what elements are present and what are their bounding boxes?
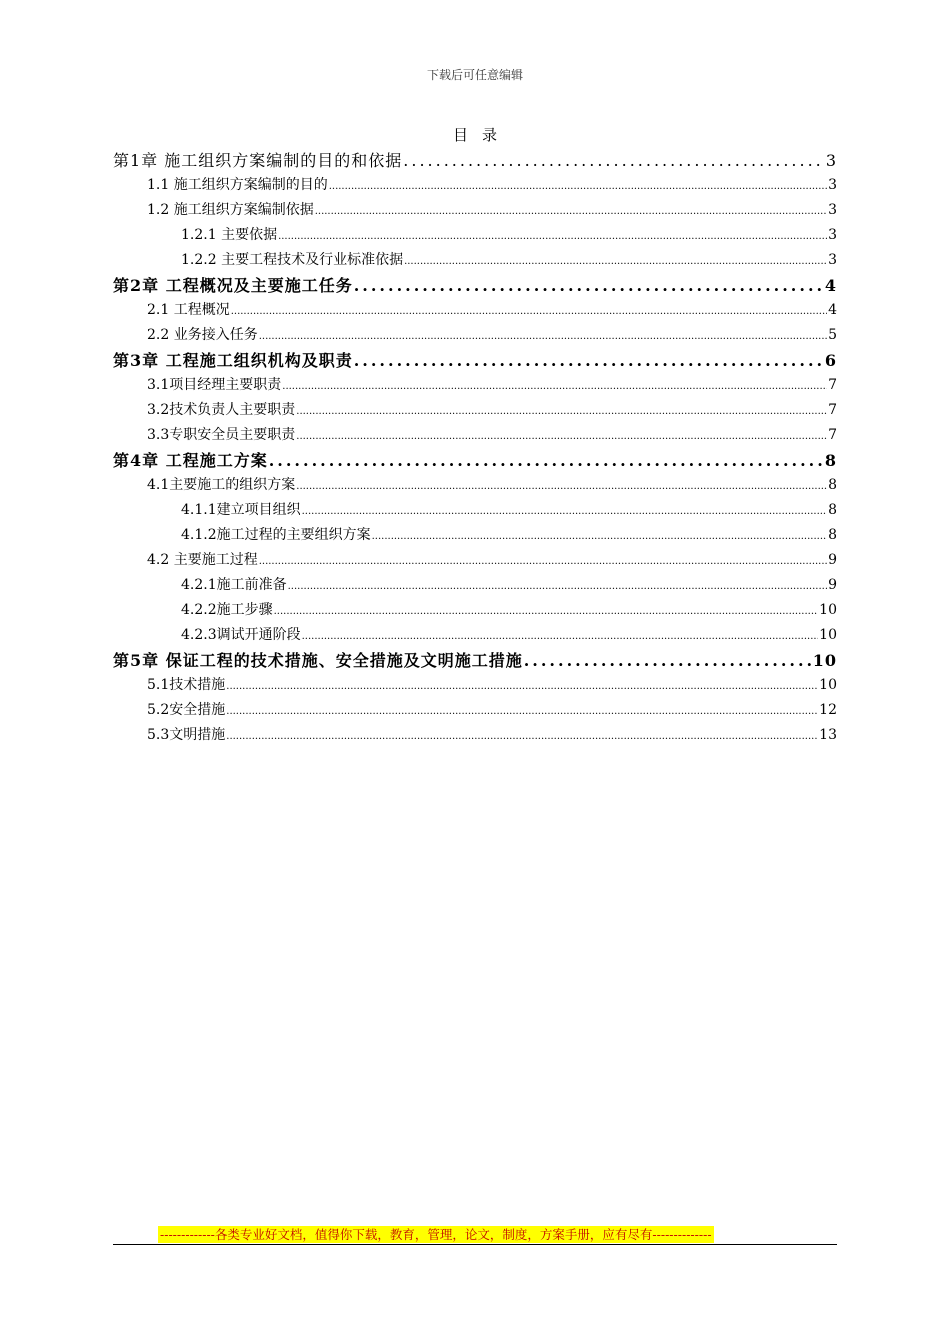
toc-entry-label: 2.1 工程概况 (147, 302, 230, 318)
toc-leader-dots (296, 398, 827, 423)
toc-entry[interactable] (113, 423, 837, 448)
toc-entry-label: 4.2.2施工步骤 (181, 602, 273, 618)
toc-leader-dots (372, 523, 827, 548)
toc-entry-page: 12 (819, 702, 837, 718)
toc-entry[interactable] (113, 698, 837, 723)
toc-entry[interactable] (113, 598, 837, 623)
toc-leader-dots (524, 648, 812, 673)
toc-entry-page: 9 (828, 577, 837, 593)
footer-banner: -------------各类专业好文档，值得你下载，教育，管理，论文，制度，方案手册，应有尽有-------------- (160, 1227, 712, 1242)
toc-entry-label: 5.1技术措施 (147, 677, 226, 693)
toc-entry-page: 8 (828, 527, 837, 543)
toc-entry-label: 2.2 业务接入任务 (147, 327, 258, 343)
toc-title: 目录 (452, 126, 511, 144)
toc-entry[interactable] (113, 373, 837, 398)
toc-entry-page: 9 (828, 552, 837, 568)
toc-entry-label: 1.2.2 主要工程技术及行业标准依据 (181, 252, 404, 268)
toc-entry-label: 4.1主要施工的组织方案 (147, 477, 296, 493)
toc-entry[interactable] (113, 323, 837, 348)
toc-leader-dots (315, 198, 827, 223)
toc-leader-dots (231, 298, 827, 323)
toc-entry-page: 8 (824, 451, 837, 470)
header-note: 下载后可任意编辑 (426, 68, 523, 82)
toc-entry-label: 第1章 施工组织方案编制的目的和依据 (113, 151, 403, 170)
toc-entry[interactable] (113, 398, 837, 423)
toc-entry-page: 7 (828, 402, 837, 418)
toc-entry-label: 第4章 工程施工方案 (113, 451, 268, 470)
toc-entry[interactable] (113, 548, 837, 573)
toc-entry-label: 4.1.2施工过程的主要组织方案 (181, 527, 371, 543)
toc-entry-page: 10 (812, 651, 837, 670)
toc-entry[interactable] (113, 348, 837, 373)
toc-leader-dots (282, 373, 827, 398)
footer-rule (113, 1244, 837, 1245)
toc-entry[interactable] (113, 523, 837, 548)
toc-entry-page: 5 (828, 327, 837, 343)
toc-entry-label: 5.2安全措施 (147, 702, 226, 718)
toc-entry[interactable] (113, 623, 837, 648)
toc-entry[interactable] (113, 673, 837, 698)
toc-leader-dots (226, 673, 818, 698)
toc-leader-dots (259, 548, 827, 573)
toc-entry-label: 5.3文明措施 (147, 727, 226, 743)
toc-entry[interactable] (113, 473, 837, 498)
toc-entry-label: 3.3专职安全员主要职责 (147, 427, 296, 443)
toc-entry-label: 4.2.1施工前准备 (181, 577, 287, 593)
toc-entry-label: 3.1项目经理主要职责 (147, 377, 282, 393)
toc-entry[interactable] (113, 298, 837, 323)
toc-entry-page: 3 (828, 177, 837, 193)
toc-entry-label: 4.2 主要施工过程 (147, 552, 258, 568)
toc-entry[interactable] (113, 498, 837, 523)
toc-entry-page: 4 (828, 302, 837, 318)
toc-leader-dots (278, 223, 827, 248)
toc-entry-label: 4.1.1建立项目组织 (181, 502, 301, 518)
toc-entry-page: 7 (828, 377, 837, 393)
toc-entry-page: 10 (819, 677, 837, 693)
toc-leader-dots (302, 498, 827, 523)
toc-leader-dots (296, 423, 827, 448)
toc-entry[interactable] (113, 248, 837, 273)
table-of-contents (113, 148, 837, 748)
toc-entry[interactable] (113, 723, 837, 748)
toc-leader-dots (354, 348, 824, 373)
toc-leader-dots (259, 323, 827, 348)
toc-entry-page: 8 (828, 477, 837, 493)
toc-leader-dots (269, 448, 824, 473)
toc-entry-page: 3 (828, 252, 837, 268)
toc-entry-label: 1.1 施工组织方案编制的目的 (147, 177, 328, 193)
toc-entry[interactable] (113, 273, 837, 298)
toc-leader-dots (226, 723, 818, 748)
toc-leader-dots (329, 173, 827, 198)
toc-entry-label: 1.2.1 主要依据 (181, 227, 278, 243)
toc-entry-page: 6 (824, 351, 837, 370)
toc-entry[interactable] (113, 198, 837, 223)
toc-leader-dots (403, 148, 825, 173)
toc-entry[interactable] (113, 648, 837, 673)
toc-entry-label: 第2章 工程概况及主要施工任务 (113, 276, 353, 295)
toc-entry-page: 3 (825, 151, 837, 170)
toc-entry-page: 10 (819, 627, 837, 643)
toc-entry-page: 4 (824, 276, 837, 295)
toc-entry-label: 第3章 工程施工组织机构及职责 (113, 351, 353, 370)
toc-entry-page: 3 (828, 227, 837, 243)
toc-entry[interactable] (113, 448, 837, 473)
toc-entry-page: 10 (819, 602, 837, 618)
toc-entry-page: 13 (819, 727, 837, 743)
toc-entry-label: 4.2.3调试开通阶段 (181, 627, 301, 643)
toc-leader-dots (288, 573, 827, 598)
toc-leader-dots (302, 623, 819, 648)
toc-leader-dots (296, 473, 827, 498)
toc-entry[interactable] (113, 148, 837, 173)
toc-leader-dots (404, 248, 827, 273)
toc-entry-label: 3.2技术负责人主要职责 (147, 402, 296, 418)
toc-entry-label: 1.2 施工组织方案编制依据 (147, 202, 314, 218)
toc-entry[interactable] (113, 223, 837, 248)
toc-leader-dots (354, 273, 824, 298)
toc-leader-dots (226, 698, 818, 723)
toc-entry-page: 8 (828, 502, 837, 518)
toc-entry-page: 7 (828, 427, 837, 443)
toc-entry-page: 3 (828, 202, 837, 218)
toc-entry[interactable] (113, 573, 837, 598)
toc-entry[interactable] (113, 173, 837, 198)
toc-leader-dots (274, 598, 819, 623)
toc-entry-label: 第5章 保证工程的技术措施、安全措施及文明施工措施 (113, 651, 523, 670)
